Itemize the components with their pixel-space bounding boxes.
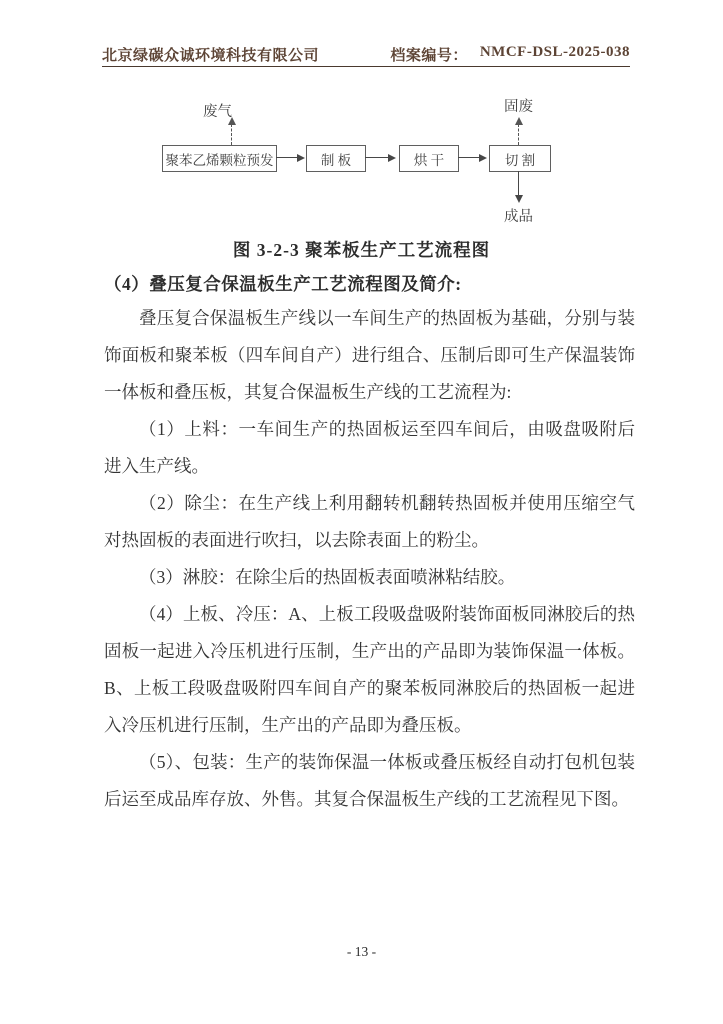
solid-waste-label: 固废 (504, 99, 533, 115)
solid-waste-dashed-line (518, 124, 519, 145)
flow-node-board-making: 制 板 (306, 145, 366, 172)
process-flow-diagram (0, 0, 723, 240)
file-number-label: 档案编号： (390, 48, 468, 64)
paragraph-step-4-pressing: （4）上板、冷压：A、上板工段吸盘吸附装饰面板同淋胶后的热固板一起进入冷压机进行压制，生产出的产品即为装饰保温一体板。B、上板工段吸盘吸附四车间自产的聚苯板同淋胶后的热固板一起进入冷压机进行压制，生产出的产品即为叠压板。 (104, 604, 635, 735)
page-number: - 13 - (346, 944, 377, 959)
arrow-right-icon (388, 154, 396, 162)
arrow-right-icon (479, 154, 487, 162)
file-number-value: NMCF-DSL-2025-038 (479, 44, 630, 60)
paragraph-step-1-loading: （1）上料：一车间生产的热固板运至四车间后，由吸盘吸附后进入生产线。 (104, 419, 635, 476)
company-name: 北京绿碳众诚环境科技有限公司 (102, 48, 320, 64)
paragraph-step-3-gluing: （3）淋胶：在除尘后的热固板表面喷淋粘结胶。 (139, 567, 516, 587)
paragraph-step-5-packaging: （5）、包装：生产的装饰保温一体板或叠压板经自动打包机包装后运至成品库存放、外售。其复合保温板生产线的工艺流程见下图。 (104, 752, 635, 809)
waste-gas-label: 废气 (203, 104, 232, 120)
arrow-up-icon (228, 117, 236, 125)
flow-connector-line (276, 157, 298, 158)
paragraph-intro: 叠压复合保温板生产线以一车间生产的热固板为基础，分别与装饰面板和聚苯板（四车间自产）进行组合、压制后即可生产保温装饰一体板和叠压板，其复合保温板生产线的工艺流程为: (104, 308, 635, 402)
paragraph-step-2-dedusting: （2）除尘：在生产线上利用翻转机翻转热固板并使用压缩空气对热固板的表面进行吹扫，以去除表面上的粉尘。 (104, 493, 635, 550)
body-text (104, 300, 635, 818)
flow-node-pre-expansion: 聚苯乙烯颗粒预发 (162, 145, 277, 172)
flow-node-cutting: 切 割 (489, 145, 551, 172)
arrow-up-icon (515, 117, 523, 125)
figure-caption: 图 3-2-3 聚苯板生产工艺流程图 (232, 240, 491, 260)
product-label: 成品 (504, 209, 533, 225)
flow-connector-line (458, 157, 480, 158)
product-line (518, 171, 519, 196)
flow-node-drying: 烘 干 (399, 145, 459, 172)
flow-connector-line (365, 157, 389, 158)
arrow-right-icon (297, 154, 305, 162)
section-heading: （4）叠压复合保温板生产工艺流程图及简介: (104, 274, 462, 294)
waste-gas-dashed-line (231, 124, 232, 145)
arrow-down-icon (515, 195, 523, 203)
